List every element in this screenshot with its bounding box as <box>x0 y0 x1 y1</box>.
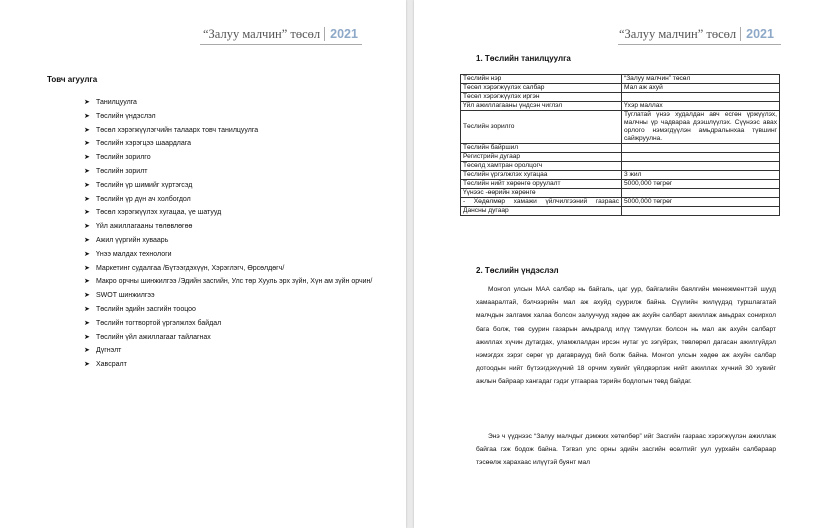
table-label-cell: Үйл ажиллагааны үндсэн чиглэл <box>461 102 622 111</box>
table-value-cell <box>622 162 780 171</box>
toc-item[interactable]: ➤ Макро орчны шинжилгээ /Эдийн засгийн, Улс төр Хууль эрх зүйн, Хүн ам зүйн орчин/ <box>84 275 374 289</box>
toc-item[interactable]: ➤ Үнээ малдах технологи <box>84 248 374 262</box>
table-row <box>461 93 780 102</box>
toc-item[interactable]: ➤ Төсөл хэрэгжүүлэх хугацаа, үе шатууд <box>84 206 374 220</box>
toc-item[interactable]: ➤ Төсөл хэрэгжүүлэгчийн талаарх товч танилцуулга <box>84 124 374 138</box>
toc-item[interactable]: ➤ Хавсралт <box>84 358 374 372</box>
table-label-cell: Дансны дугаар <box>461 207 622 216</box>
project-info-table <box>460 74 780 216</box>
header-year: 2021 <box>324 27 358 41</box>
toc-item[interactable]: ➤ Төслийн үйл ажиллагааг тайлагнах <box>84 331 374 345</box>
table-value-cell: Мал аж ахуй <box>622 84 780 93</box>
table-row <box>461 102 780 111</box>
table-label-cell: Төслийн үргэлжлэх хугацаа <box>461 171 622 180</box>
table-label-cell: Төслийн зорилго <box>461 111 622 144</box>
table-value-cell <box>622 189 780 198</box>
body-paragraph: Монгол улсын МАА салбар нь байгаль, цаг уур, байгалийн баялгийн менежменттэй шууд хамааралтай, бэлчээрийн мал аж ахуйд суурилж байна. Сүүлийн жилүүдэд туршлагатай малчдын залгамж халаа болсон залуучууд хөдөө аж ахуйн салбарт ажиллаж амьдрах сонирхол бага болж, төв суурин газарын амьдралд илүү тэмүүлэх болсон нь мал аж ахуйн салбарт ажиллах хүчин дутагдах, уламжлалдан ирсэн нутаг ус зэгүйрэх, төвлөрөл дагасан ажилгүйдэл нэмэгдэх зэрэг сөрөг үр дагавраууд бий болж байна. Монгол улсын хөдөө аж ахуйн салбар дотоодын нийт бүтээгдэхүүний 18 орчим хувийг үйлдвэрлэж нийт ажиллах хүчний 30 хувийг ажлын байраар хангадаг гэдэг утгаараа тэрийн бодлогын төвд байдаг. <box>476 286 776 386</box>
toc-item[interactable]: ➤ Маркетинг судалгаа /Бүтээгдэхүүн, Хэрэглэгч, Өрсөлдөгч/ <box>84 262 374 276</box>
header-rule <box>618 44 781 45</box>
toc-item[interactable]: ➤ Ажил үүргийн хуваарь <box>84 234 374 248</box>
toc-item[interactable]: ➤ Төслийн эдийн засгийн тооцоо <box>84 303 374 317</box>
table-row <box>461 180 780 189</box>
table-label-cell: Төслийн байршил <box>461 144 622 153</box>
body-paragraph: Энэ ч үүднээс “Залуу малчдыг дэмжих хөтөлбөр” ийг Засгийн газраас хэрэгжүүлэн ажиллаж байгаа гэж бодож байна. Тэгвэл улс орны эдийн засгийн өсөлтийг уул уурхайн салбараар тэсөөлж харахаас илүүтэй буянт мал <box>476 433 776 467</box>
table-label-cell: Төслийн нийт хөрөнгө оруулалт <box>461 180 622 189</box>
table-row <box>461 198 780 207</box>
table-row <box>461 84 780 93</box>
table-row <box>461 111 780 144</box>
header-title: “Залуу малчин” төсөл <box>203 27 321 41</box>
toc-item[interactable]: ➤ Төслийн үндэслэл <box>84 110 374 124</box>
toc-item[interactable]: ➤ Төслийн зорилго <box>84 151 374 165</box>
toc-item[interactable]: ➤ SWOT шинжилгээ <box>84 289 374 303</box>
toc-item[interactable]: ➤ Дүгнэлт <box>84 344 374 358</box>
table-row <box>461 207 780 216</box>
table-value-cell <box>622 153 780 162</box>
table-value-cell <box>622 144 780 153</box>
table-label-cell: Төсөл хэрэгжүүлэх салбар <box>461 84 622 93</box>
toc-item[interactable]: ➤ Танилцуулга <box>84 96 374 110</box>
table-row <box>461 162 780 171</box>
table-label-cell: Төслийн нэр <box>461 75 622 84</box>
table-label-cell: - Хөдөлмөр хамажи үйлчилгээний газраас <box>461 198 622 207</box>
table-value-cell: Туглатай үнээ худалдан авч есгөн үржүүлэх, малчны үр чадвараа дээшлүүлэх. Сүүнээс авах орлого нэмэгдүүлэн амьдралынхаа түвшинг сайжруулна. <box>622 111 780 144</box>
table-row <box>461 189 780 198</box>
table-value-cell <box>622 207 780 216</box>
page-header <box>619 27 774 42</box>
page-header <box>203 27 358 42</box>
section-2-heading: 2. Төслийн үндэслэл <box>476 266 559 275</box>
header-year: 2021 <box>740 27 774 41</box>
table-row <box>461 75 780 84</box>
toc-item[interactable]: ➤ Төслийн үр шимийг хүртэгсэд <box>84 179 374 193</box>
table-row <box>461 171 780 180</box>
table-row <box>461 153 780 162</box>
table-label-cell: Төсөлд хамтран оролцогч <box>461 162 622 171</box>
page-1 <box>0 0 406 528</box>
table-value-cell: 5000,000 төгрөг <box>622 180 780 189</box>
table-label-cell: Регистрийн дугаар <box>461 153 622 162</box>
table-label-cell: Үүнээс -өөрийн хөрөнгө <box>461 189 622 198</box>
table-value-cell <box>622 93 780 102</box>
table-value-cell: Үхэр маллах <box>622 102 780 111</box>
table-label-cell: Төсөл хэрэгжүүлэх иргэн <box>461 93 622 102</box>
header-rule <box>200 44 362 45</box>
table-value-cell: “Залуу малчин” төсөл <box>622 75 780 84</box>
section-1-heading: 1. Төслийн танилцуулга <box>476 54 571 63</box>
toc-item[interactable]: ➤ Төслийн хэрэгцээ шаардлага <box>84 137 374 151</box>
toc-title: Товч агуулга <box>47 75 98 84</box>
toc-list <box>84 96 374 372</box>
toc-item[interactable]: ➤ Төслийн үр дүн ач холбогдол <box>84 193 374 207</box>
header-title: “Залуу малчин” төсөл <box>619 27 737 41</box>
table-value-cell: 3 жил <box>622 171 780 180</box>
toc-item[interactable]: ➤ Төслийн зорилт <box>84 165 374 179</box>
table-row <box>461 144 780 153</box>
toc-item[interactable]: ➤ Төслийн тогтвортой үргэлжлэх байдал <box>84 317 374 331</box>
table-value-cell: 5000,000 төгрөг <box>622 198 780 207</box>
toc-item[interactable]: ➤ Үйл ажиллагааны төлөвлөгөө <box>84 220 374 234</box>
